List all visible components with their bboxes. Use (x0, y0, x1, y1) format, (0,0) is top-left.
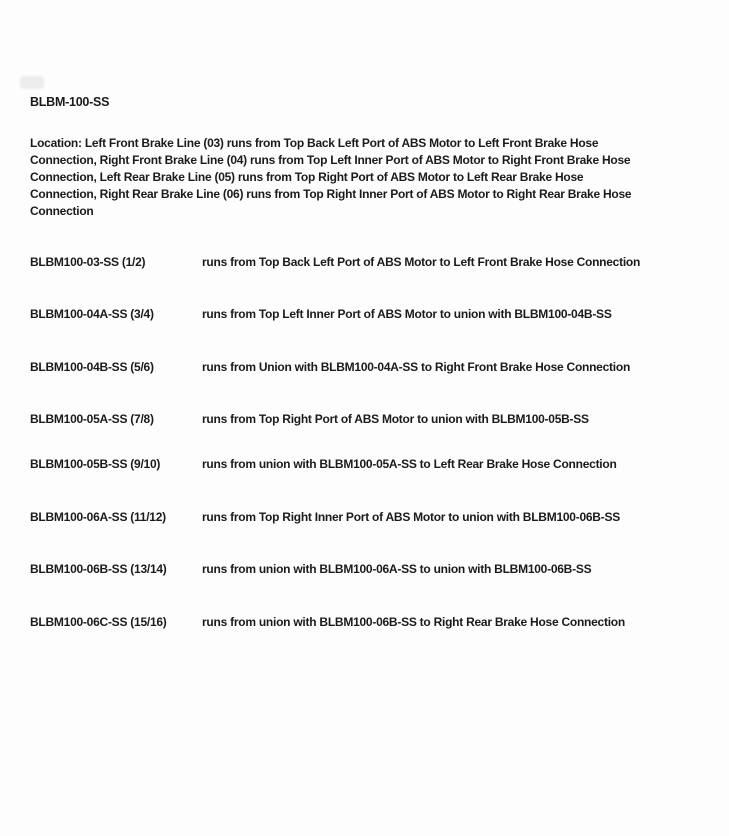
part-row (30, 614, 625, 631)
part-row (30, 254, 640, 271)
location-line: Connection, Right Front Brake Line (04) runs from Top Left Inner Port of ABS Motor to Right Front Brake Hose (30, 153, 631, 167)
part-row (30, 411, 589, 428)
part-number: BLBM100-06B-SS (13/14) (30, 562, 167, 576)
location-line: Connection, Left Rear Brake Line (05) runs from Top Right Port of ABS Motor to Left Rear Brake Hose (30, 170, 584, 184)
part-row (30, 306, 612, 323)
part-row (30, 561, 591, 578)
part-description: runs from union with BLBM100-05A-SS to Left Rear Brake Hose Connection (202, 457, 617, 471)
location-line: Location: Left Front Brake Line (03) runs from Top Back Left Port of ABS Motor to Left Front Brake Hose (30, 136, 599, 150)
part-number: BLBM100-05B-SS (9/10) (30, 457, 161, 471)
document-title: BLBM-100-SS (30, 95, 110, 109)
part-number: BLBM100-04B-SS (5/6) (30, 360, 154, 374)
part-row (30, 456, 617, 473)
part-description: runs from union with BLBM100-06A-SS to union with BLBM100-06B-SS (202, 562, 592, 576)
part-description: runs from Top Right Port of ABS Motor to union with BLBM100-05B-SS (202, 412, 589, 426)
part-description: runs from Top Back Left Port of ABS Motor to Left Front Brake Hose Connection (202, 255, 641, 269)
part-description: runs from union with BLBM100-06B-SS to Right Rear Brake Hose Connection (202, 615, 625, 629)
part-number: BLBM100-04A-SS (3/4) (30, 307, 154, 321)
part-number: BLBM100-06C-SS (15/16) (30, 615, 167, 629)
location-line: Connection, Right Rear Brake Line (06) runs from Top Right Inner Port of ABS Motor to Right Rear Brake Hose (30, 187, 632, 201)
location-line: Connection (30, 204, 94, 218)
part-description: runs from Top Left Inner Port of ABS Motor to union with BLBM100-04B-SS (202, 307, 612, 321)
part-number: BLBM100-05A-SS (7/8) (30, 412, 154, 426)
part-number: BLBM100-03-SS (1/2) (30, 255, 146, 269)
part-number: BLBM100-06A-SS (11/12) (30, 510, 166, 524)
part-description: runs from Union with BLBM100-04A-SS to Right Front Brake Hose Connection (202, 360, 631, 374)
part-row (30, 509, 620, 526)
part-description: runs from Top Right Inner Port of ABS Motor to union with BLBM100-06B-SS (202, 510, 620, 524)
part-row (30, 359, 630, 376)
